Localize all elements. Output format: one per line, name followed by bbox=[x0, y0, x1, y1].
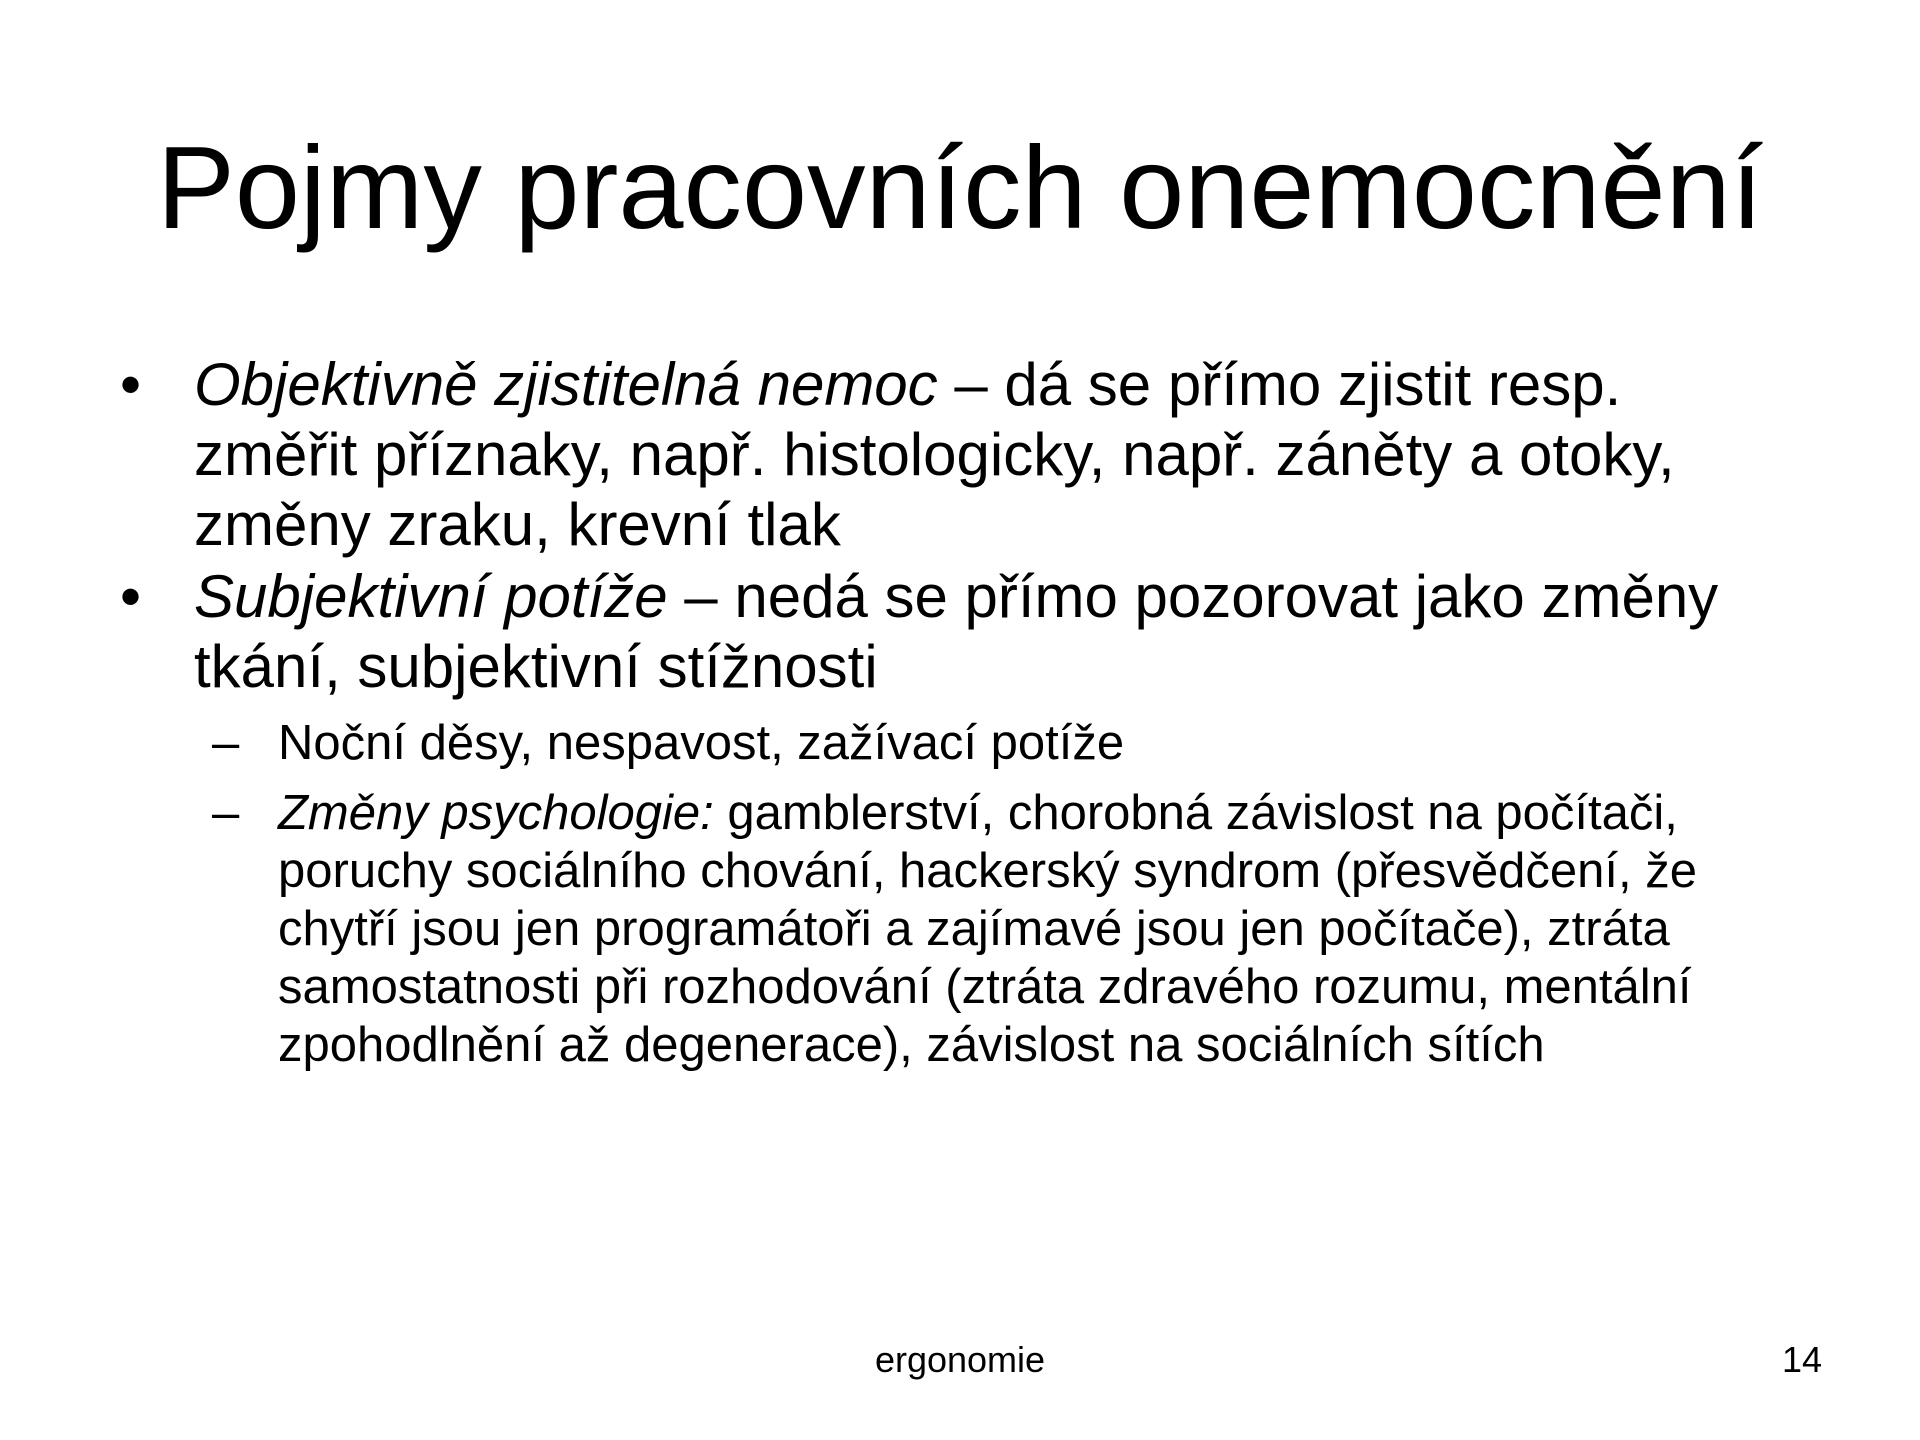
subbullet-night-terrors bbox=[120, 714, 1800, 772]
bullet-term: Objektivně zjistitelná nemoc bbox=[194, 351, 938, 418]
bullet-term: Subjektivní potíže bbox=[194, 563, 668, 630]
subbullet-marker: – bbox=[212, 716, 240, 770]
subbullet-marker: – bbox=[212, 786, 240, 840]
bullet-marker: • bbox=[120, 351, 142, 418]
bullet-subjective-complaints bbox=[120, 562, 1800, 702]
subbullet-psychology-changes bbox=[120, 784, 1800, 1074]
slide-title: Pojmy pracovních onemocnění bbox=[156, 122, 1764, 253]
bullet-marker: • bbox=[120, 563, 142, 630]
subbullet-text: gamblerství, chorobná závislost na počítači, poruchy sociálního chování, hackerský syndrom (přesvědčení, že chytří jsou jen programátoři a zajímavé jsou jen počítače), ztráta samostatnosti při rozhodování (ztráta zdravého rozumu, mentální zpohodlnění až degenerace), závislost na sociálních sítích bbox=[278, 786, 1697, 1072]
footer-label: ergonomie bbox=[874, 1339, 1046, 1380]
bullet-text: – dá se přímo zjistit resp. změřit příznaky, např. histologicky, např. záněty a otoky, změny zraku, krevní tlak bbox=[194, 351, 1675, 558]
subbullet-text: Noční děsy, nespavost, zažívací potíže bbox=[278, 716, 1125, 770]
subbullet-term: Změny psychologie: bbox=[278, 786, 714, 840]
slide-body bbox=[120, 350, 1800, 1074]
bullet-text: – nedá se přímo pozorovat jako změny tkání, subjektivní stížnosti bbox=[194, 563, 1719, 700]
bullet-objective-disease bbox=[120, 350, 1800, 560]
page-number: 14 bbox=[1781, 1339, 1822, 1380]
